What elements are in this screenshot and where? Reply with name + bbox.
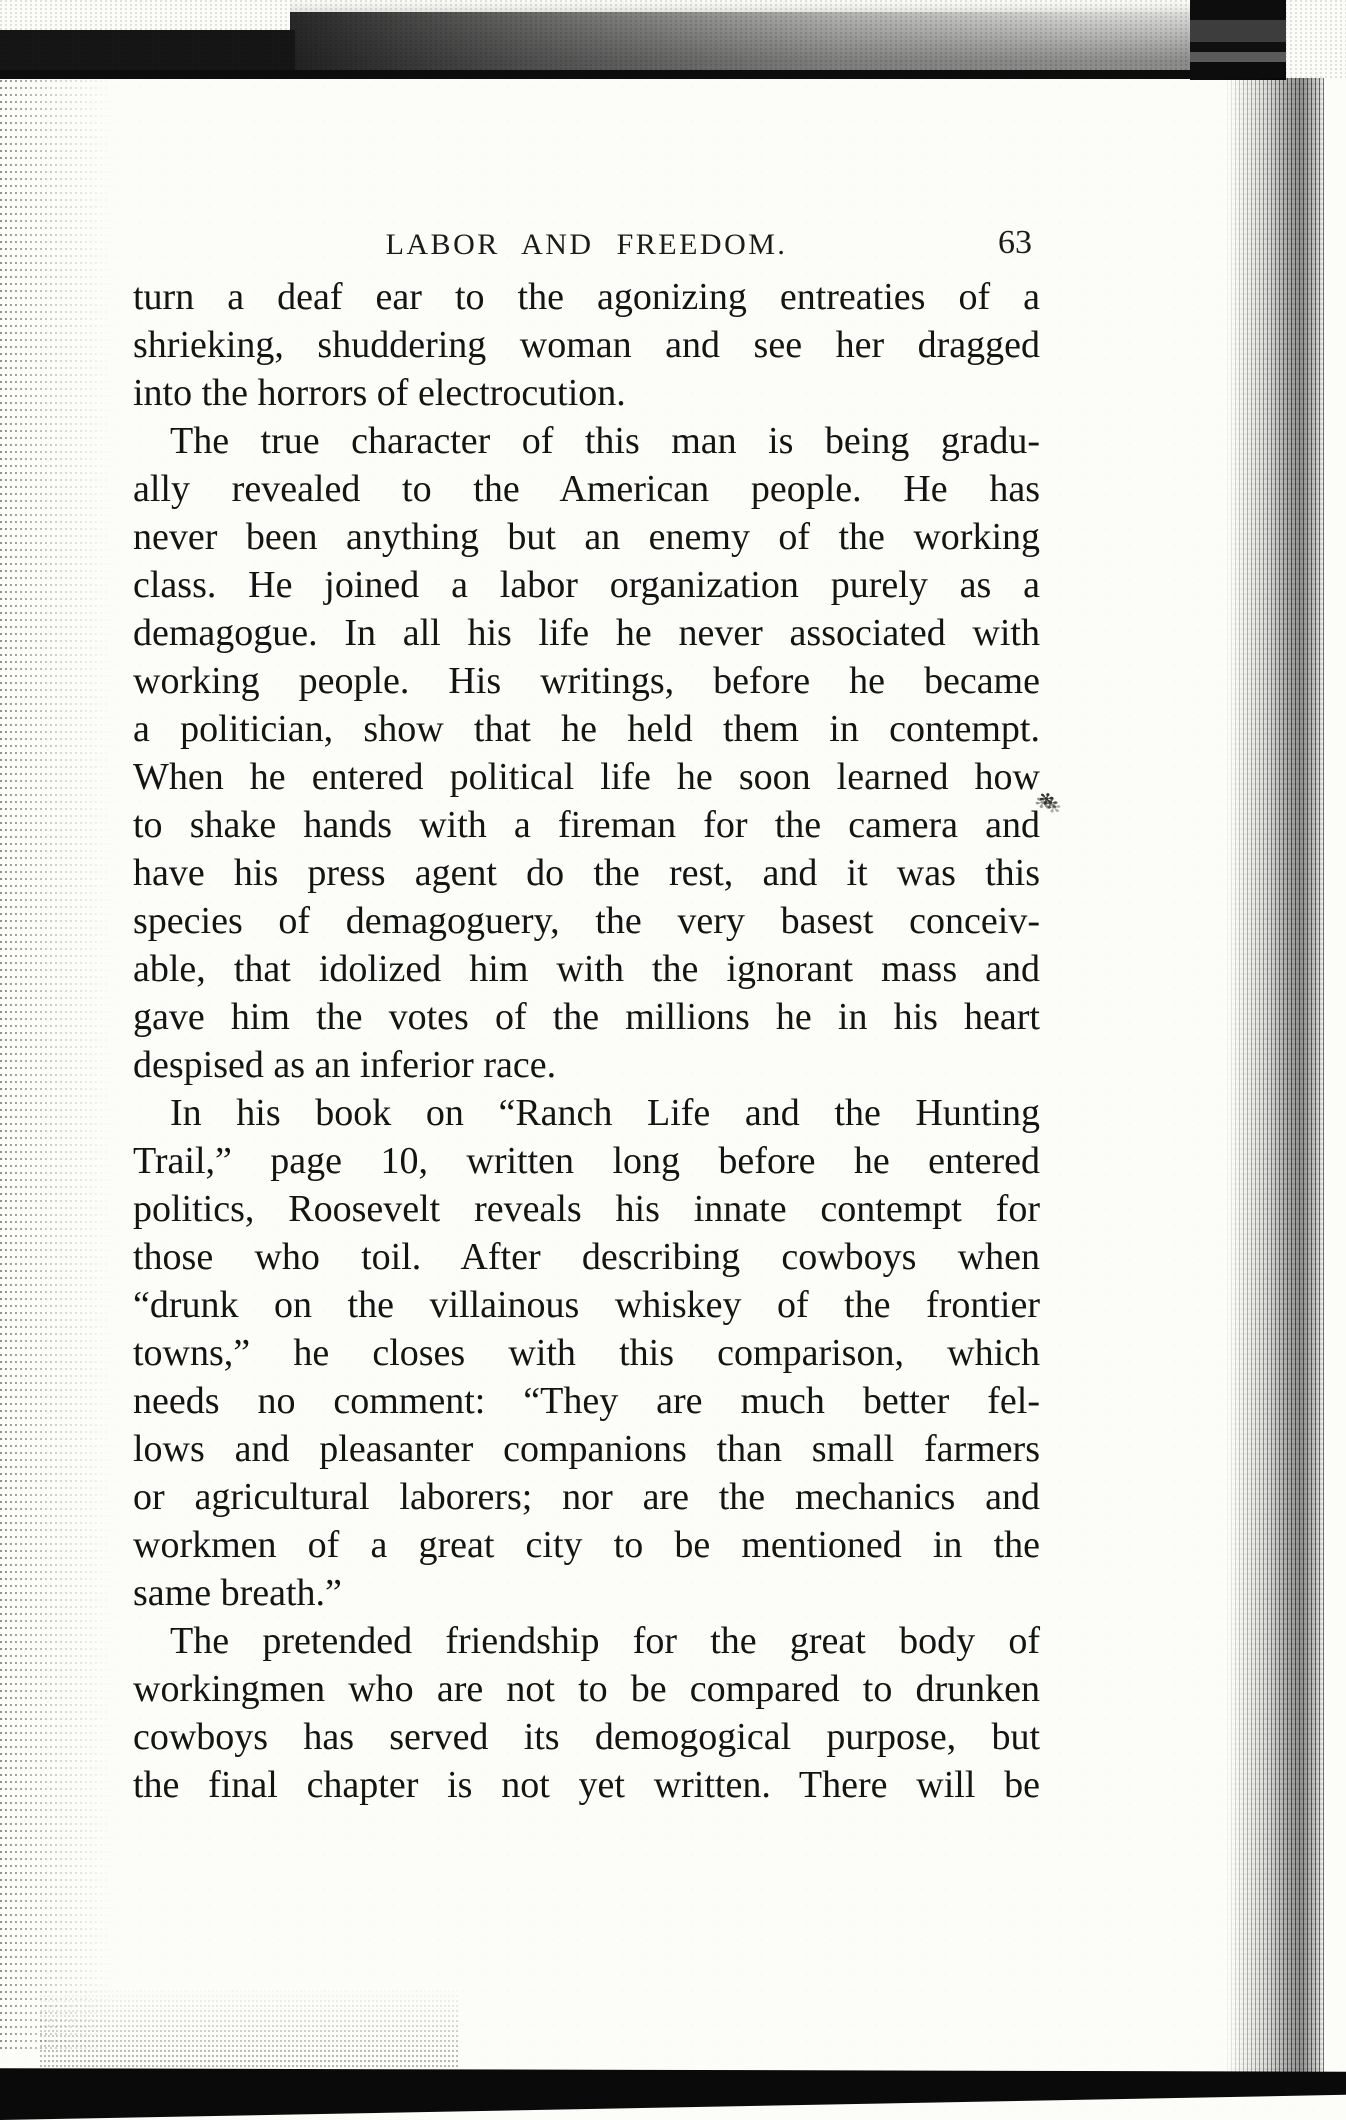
- text-line: despised as an inferior race.: [133, 1044, 557, 1086]
- text-line: have his press agent do the rest, and it was this: [133, 852, 1040, 894]
- running-head: LABOR AND FREEDOM.: [385, 228, 788, 261]
- text-line: lows and pleasanter companions than small farmers: [133, 1428, 1040, 1470]
- text-line: to shake hands with a fireman for the camera and: [133, 804, 1040, 846]
- text-line: turn a deaf ear to the agonizing entreaties of a: [133, 276, 1040, 318]
- page-number: 63: [998, 224, 1032, 261]
- text-line: class. He joined a labor organization purely as a: [133, 564, 1040, 606]
- text-line: gave him the votes of the millions he in his heart: [133, 996, 1040, 1038]
- text-line: demagogue. In all his life he never associated with: [133, 612, 1040, 654]
- text-line: Trail,” page 10, written long before he entered: [133, 1140, 1040, 1182]
- text-line: towns,” he closes with this comparison, which: [133, 1332, 1040, 1374]
- page-text: [133, 273, 1040, 1809]
- text-line: a politician, show that he held them in contempt.: [133, 708, 1040, 750]
- text-line: politics, Roosevelt reveals his innate contempt for: [133, 1188, 1040, 1230]
- ink-smudge: ✻: [1035, 789, 1057, 811]
- text-line: cowboys has served its demogogical purpose, but: [133, 1716, 1040, 1758]
- text-line: shrieking, shuddering woman and see her dragged: [133, 324, 1040, 366]
- text-line: same breath.”: [133, 1572, 342, 1614]
- text-line: When he entered political life he soon learned how: [133, 756, 1040, 798]
- text-line: workingmen who are not to be compared to drunken: [133, 1668, 1040, 1710]
- text-line: “drunk on the villainous whiskey of the frontier: [133, 1284, 1040, 1326]
- text-line: those who toil. After describing cowboys when: [133, 1236, 1040, 1278]
- scan-left-grain: [0, 80, 120, 2050]
- scan-top-shadow: [0, 0, 1346, 80]
- text-line: or agricultural laborers; nor are the mechanics and: [133, 1476, 1040, 1518]
- book-fore-edge-pages: [1224, 78, 1324, 2082]
- text-line: species of demagoguery, the very basest conceiv-: [133, 900, 1040, 942]
- text-line: the final chapter is not yet written. There will be: [133, 1764, 1040, 1806]
- text-line: workmen of a great city to be mentioned in the: [133, 1524, 1040, 1566]
- text-line: In his book on “Ranch Life and the Hunting: [170, 1092, 1040, 1134]
- text-line: needs no comment: “They are much better fel-: [133, 1380, 1040, 1422]
- text-line: never been anything but an enemy of the working: [133, 516, 1040, 558]
- text-line: working people. His writings, before he became: [133, 660, 1040, 702]
- text-line: able, that idolized him with the ignorant mass and: [133, 948, 1040, 990]
- book-corner-edge: [1190, 0, 1286, 80]
- text-line: The true character of this man is being gradu-: [170, 420, 1040, 462]
- text-line: into the horrors of electrocution.: [133, 372, 626, 414]
- text-line: The pretended friendship for the great body of: [170, 1620, 1040, 1662]
- text-line: ally revealed to the American people. He has: [133, 468, 1040, 510]
- scan-bottom-grain: [40, 1985, 460, 2070]
- page-header: [133, 224, 1040, 270]
